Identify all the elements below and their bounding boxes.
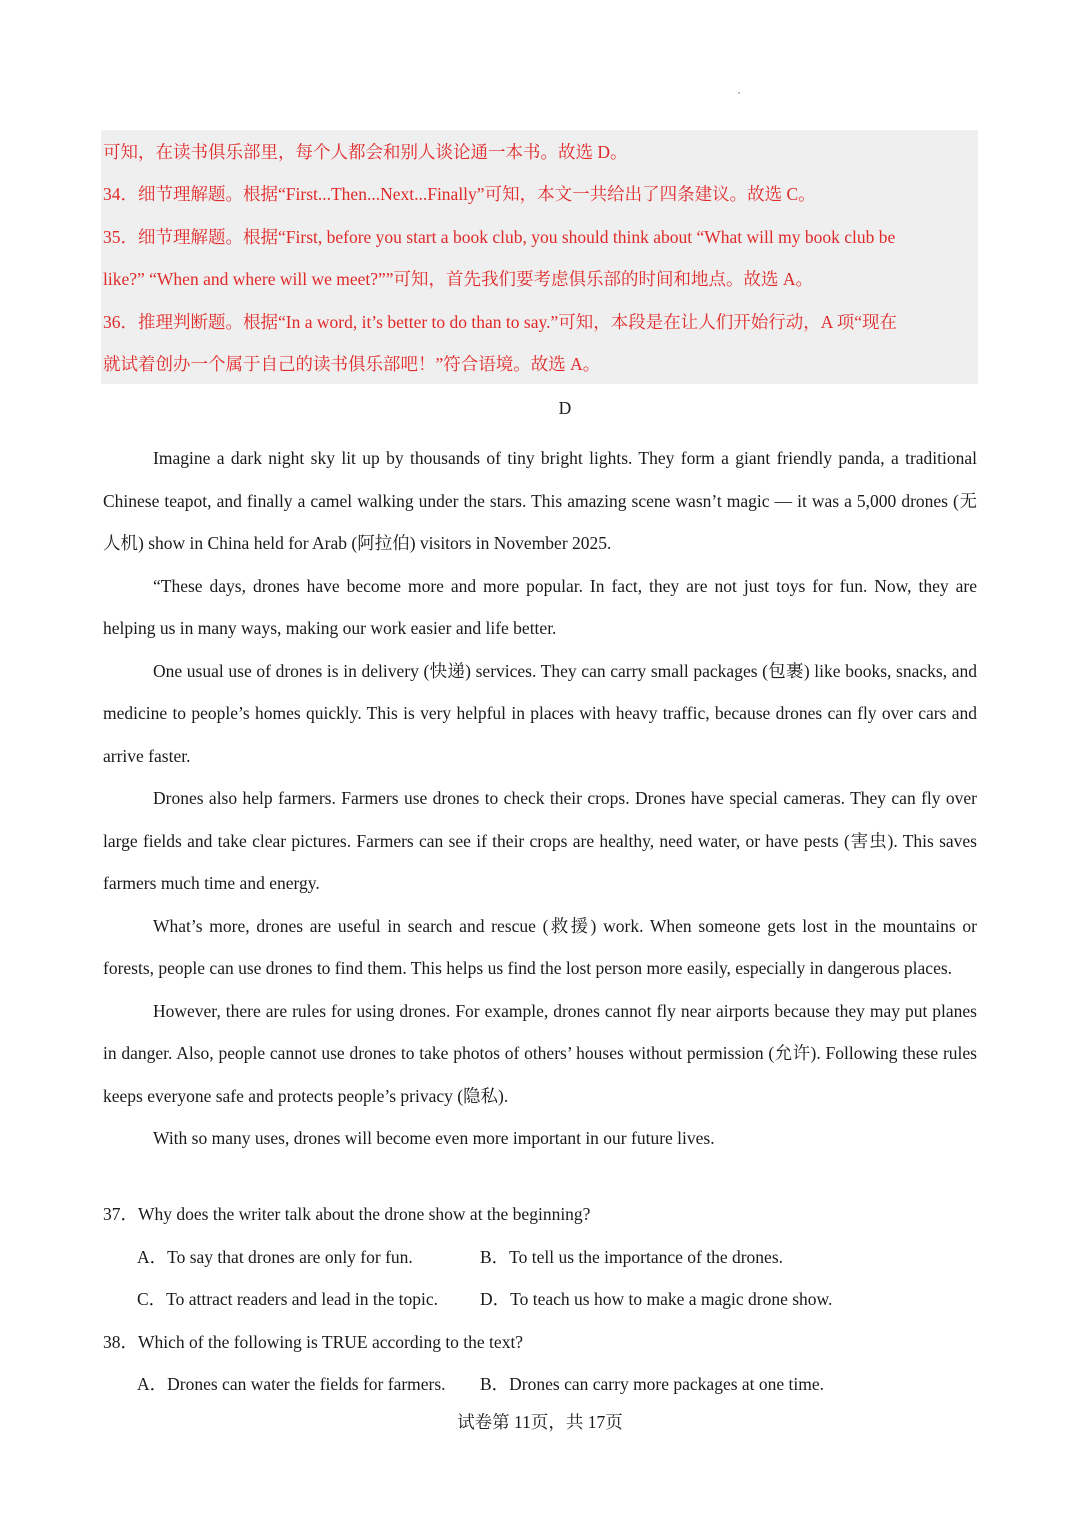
answer-line: 可知，在读书俱乐部里，每个人都会和别人谈论通一本书。故选 D。 [103, 142, 628, 162]
option-a[interactable]: A．To say that drones are only for fun. [137, 1247, 413, 1267]
passage-paragraph: “These days, drones have become more and more popular. In fact, they are not just toys for fun. Now, they are helping us in many ways, making our work easier and life better. [103, 575, 977, 638]
scan-speck [738, 92, 740, 94]
passage-paragraph: One usual use of drones is in delivery (快递) services. They can carry small packages (包裹) like books, snacks, and medicine to people’s homes quickly. This is very helpful in places with heavy traffic, because drones can fly over cars and arrive faster. [103, 660, 977, 766]
page-footer: 试卷第 11页，共 17页 [457, 1412, 623, 1432]
passage-paragraph: However, there are rules for using drones. For example, drones cannot fly near airports because they may put planes in danger. Also, people cannot use drones to take photos of others’ houses without permission (允许). Following these rules keeps everyone safe and protects people’s privacy (隐私). [103, 1000, 977, 1106]
option-b[interactable]: B．Drones can carry more packages at one time. [480, 1374, 825, 1394]
passage-paragraph: With so many uses, drones will become even more important in our future lives. [153, 1128, 715, 1148]
option-a[interactable]: A．Drones can water the fields for farmers. [137, 1374, 446, 1394]
answer-line: like?” “When and where will we meet?””可知，首先我们要考虑俱乐部的时间和地点。故选 A。 [103, 269, 814, 289]
section-letter: D [558, 398, 572, 418]
answer-line: 34．细节理解题。根据“First...Then...Next...Finally”可知，本文一共给出了四条建议。故选 C。 [103, 184, 816, 204]
option-b[interactable]: B．To tell us the importance of the drones. [480, 1247, 784, 1267]
question-stem: 37．Why does the writer talk about the drone show at the beginning? [103, 1204, 591, 1224]
answer-explanation-box [101, 130, 978, 384]
passage-paragraph: Drones also help farmers. Farmers use drones to check their crops. Drones have special cameras. They can fly over large fields and take clear pictures. Farmers can see if their crops are healthy, need water, or have pests (害虫). This saves farmers much time and energy. [103, 788, 977, 893]
question-stem: 38．Which of the following is TRUE according to the text? [103, 1332, 524, 1352]
answer-line: 35．细节理解题。根据“First, before you start a book club, you should think about “What will my book club be [103, 227, 896, 247]
passage-paragraph: What’s more, drones are useful in search and rescue (救援) work. When someone gets lost in the mountains or forests, people can use drones to find them. This helps us find the lost person more easily, especially in dangerous places. [103, 915, 977, 978]
answer-line: 36．推理判断题。根据“In a word, it’s better to do than to say.”可知，本段是在让人们开始行动，A 项“现在 [103, 312, 898, 332]
answer-line: 就试着创办一个属于自己的读书俱乐部吧！”符合语境。故选 A。 [103, 354, 601, 374]
passage-paragraph: Imagine a dark night sky lit up by thousands of tiny bright lights. They form a giant friendly panda, a traditional Chinese teapot, and finally a camel walking under the stars. This amazing scene wasn’t magic — it was a 5,000 drones (无人机) show in China held for Arab (阿拉伯) visitors in November 2025. [103, 448, 977, 553]
option-d[interactable]: D．To teach us how to make a magic drone show. [480, 1289, 833, 1309]
reading-passage [103, 437, 977, 1160]
option-c[interactable]: C．To attract readers and lead in the topic. [137, 1289, 439, 1309]
